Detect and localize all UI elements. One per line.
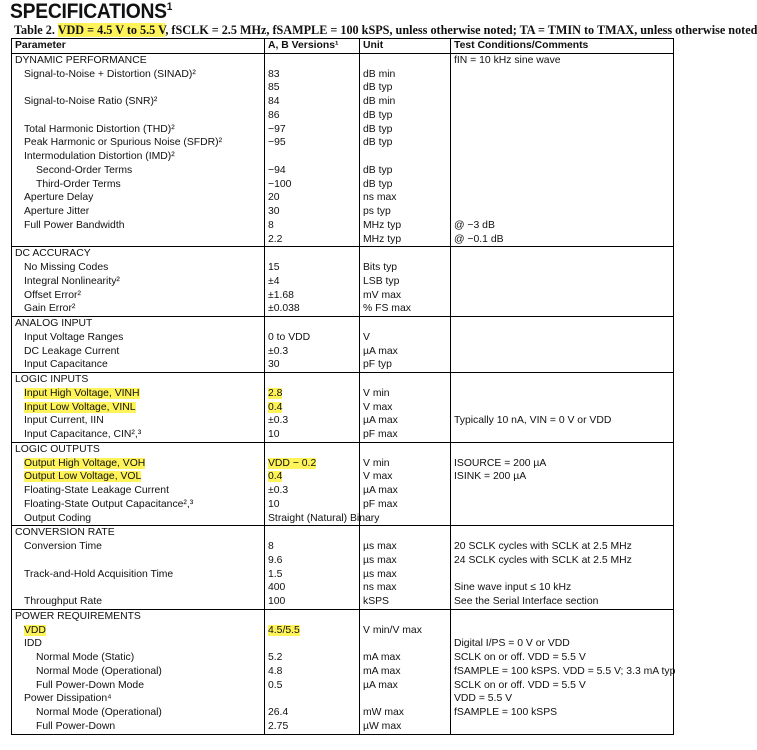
cell-conditions: [451, 442, 674, 456]
table-row: [12, 219, 674, 233]
cell-value: 2.75: [265, 720, 360, 734]
table-row: [12, 720, 674, 734]
table-row: [12, 345, 674, 359]
cell-unit: [360, 526, 451, 540]
cell-parameter: Gain Error²: [24, 303, 76, 315]
cell-parameter: CONVERSION RATE: [12, 526, 265, 540]
table-row: [12, 401, 674, 415]
cell-parameter: Output Coding: [24, 512, 92, 524]
cell-parameter: Output Low Voltage, VOL: [24, 471, 142, 483]
cell-unit: MHz typ: [360, 233, 451, 247]
cell-value: 26.4: [265, 706, 360, 720]
cell-conditions: ISINK = 200 µA: [451, 470, 674, 484]
cell-unit: [360, 692, 451, 706]
cell-value: [265, 637, 360, 651]
cell-value: 9.6: [265, 554, 360, 568]
cell-value: ±0.3: [265, 345, 360, 359]
cell-value: 30: [265, 205, 360, 219]
cell-conditions: [451, 123, 674, 137]
cell-unit: µW max: [360, 720, 451, 734]
cell-parameter: Throughput Rate: [24, 596, 102, 607]
cell-parameter: Offset Error²: [24, 289, 81, 301]
cell-conditions: 20 SCLK cycles with SCLK at 2.5 MHz: [451, 540, 674, 554]
cell-value: ±0.3: [265, 484, 360, 498]
cell-conditions: 24 SCLK cycles with SCLK at 2.5 MHz: [451, 554, 674, 568]
section-row: [12, 373, 674, 387]
cell-parameter: [12, 109, 265, 123]
cell-value: 0.5: [265, 679, 360, 693]
table-row: [12, 331, 674, 345]
cell-conditions: [451, 401, 674, 415]
cell-unit: [360, 442, 451, 456]
table-row: [12, 233, 674, 247]
table-row: [12, 692, 674, 706]
table-row: [12, 109, 674, 123]
cell-unit: [360, 317, 451, 331]
table-row: [12, 651, 674, 665]
cell-conditions: [451, 68, 674, 82]
cell-conditions: Digital I/PS = 0 V or VDD: [451, 637, 674, 651]
cell-unit: MHz typ: [360, 219, 451, 233]
cell-conditions: [451, 568, 674, 582]
cell-value: Straight (Natural) Binary: [265, 512, 360, 526]
cell-conditions: [451, 484, 674, 498]
cell-conditions: [451, 205, 674, 219]
cell-parameter: Signal-to-Noise + Distortion (SINAD)²: [24, 68, 196, 80]
cell-value: 15: [265, 261, 360, 275]
cell-parameter: Total Harmonic Distortion (THD)²: [24, 123, 175, 135]
cell-conditions: [451, 387, 674, 401]
cell-value: [265, 692, 360, 706]
header-parameter: Parameter: [12, 39, 265, 54]
table-row: [12, 540, 674, 554]
cell-value: ±1.68: [265, 289, 360, 303]
cell-parameter: LOGIC OUTPUTS: [12, 442, 265, 456]
cell-unit: [360, 53, 451, 67]
section-row: [12, 317, 674, 331]
cell-parameter: Input Voltage Ranges: [24, 331, 124, 343]
cell-value: 0.4: [265, 470, 360, 484]
cell-unit: V max: [360, 401, 451, 415]
cell-unit: µA max: [360, 345, 451, 359]
table-row: [12, 150, 674, 164]
table-row: [12, 568, 674, 582]
cell-unit: dB typ: [360, 123, 451, 137]
cell-parameter: Input High Voltage, VINH: [24, 387, 140, 399]
cell-value: 8: [265, 219, 360, 233]
table-row: [12, 178, 674, 192]
cell-parameter: Normal Mode (Static): [36, 652, 135, 663]
cell-conditions: See the Serial Interface section: [451, 595, 674, 609]
table-row: [12, 581, 674, 595]
cell-unit: V min: [360, 457, 451, 471]
cell-conditions: [451, 526, 674, 540]
cell-conditions: [451, 373, 674, 387]
cell-value: 400: [265, 581, 360, 595]
cell-conditions: [451, 178, 674, 192]
cell-parameter: Input Current, IIN: [24, 415, 104, 427]
cell-unit: dB min: [360, 95, 451, 109]
cell-parameter: Full Power-Down: [36, 720, 116, 732]
cell-conditions: Typically 10 nA, VIN = 0 V or VDD: [451, 414, 674, 428]
table-row: [12, 275, 674, 289]
cell-unit: V min/V max: [360, 624, 451, 638]
cell-value: ±0.038: [265, 302, 360, 316]
cell-unit: µs max: [360, 568, 451, 582]
cell-value: 85: [265, 81, 360, 95]
cell-parameter: Peak Harmonic or Spurious Noise (SFDR)²: [24, 137, 223, 149]
cell-unit: mV max: [360, 289, 451, 303]
cell-value: [265, 373, 360, 387]
cell-unit: LSB typ: [360, 275, 451, 289]
cell-conditions: SCLK on or off. VDD = 5.5 V: [451, 679, 674, 693]
cell-value: VDD − 0.2: [265, 457, 360, 471]
cell-conditions: [451, 609, 674, 623]
cell-parameter: Input Low Voltage, VINL: [24, 401, 136, 413]
cell-parameter: DC ACCURACY: [12, 247, 265, 261]
cell-value: 0 to VDD: [265, 331, 360, 345]
table-row: [12, 470, 674, 484]
cell-unit: ns max: [360, 191, 451, 205]
table-row: [12, 123, 674, 137]
cell-unit: dB typ: [360, 81, 451, 95]
cell-value: 84: [265, 95, 360, 109]
cell-conditions: fSAMPLE = 100 kSPS. VDD = 5.5 V; 3.3 mA typ: [451, 665, 674, 679]
cell-conditions: [451, 624, 674, 638]
section-row: [12, 53, 674, 67]
section-row: [12, 247, 674, 261]
table-row: [12, 428, 674, 442]
cell-parameter: [12, 233, 265, 247]
cell-value: [265, 442, 360, 456]
cell-unit: µs max: [360, 554, 451, 568]
cell-conditions: [451, 345, 674, 359]
cell-unit: [360, 247, 451, 261]
cell-unit: dB typ: [360, 136, 451, 150]
cell-conditions: [451, 261, 674, 275]
cell-parameter: Aperture Delay: [24, 192, 94, 204]
cell-value: 1.5: [265, 568, 360, 582]
cell-conditions: @ −0.1 dB: [451, 233, 674, 247]
cell-unit: V max: [360, 470, 451, 484]
cell-parameter: Intermodulation Distortion (IMD)²: [24, 151, 175, 162]
table-row: [12, 414, 674, 428]
cell-conditions: ISOURCE = 200 µA: [451, 457, 674, 471]
cell-conditions: [451, 317, 674, 331]
cell-value: 4.8: [265, 665, 360, 679]
cell-unit: [360, 150, 451, 164]
cell-value: 83: [265, 68, 360, 82]
cell-parameter: Normal Mode (Operational): [36, 665, 162, 677]
cell-parameter: Power Dissipation⁴: [24, 693, 112, 705]
cell-parameter: Normal Mode (Operational): [36, 707, 162, 718]
table-row: [12, 387, 674, 401]
cell-unit: kSPS: [360, 595, 451, 609]
cell-unit: [360, 373, 451, 387]
cell-conditions: [451, 498, 674, 512]
cell-parameter: LOGIC INPUTS: [12, 373, 265, 387]
table-row: [12, 512, 674, 526]
table-body: [12, 53, 674, 734]
cell-parameter: Floating-State Leakage Current: [24, 485, 169, 496]
section-row: [12, 526, 674, 540]
table-row: [12, 205, 674, 219]
cell-unit: dB typ: [360, 164, 451, 178]
cell-conditions: [451, 191, 674, 205]
cell-parameter: Aperture Jitter: [24, 206, 90, 217]
cell-parameter: Integral Nonlinearity²: [24, 275, 120, 287]
cell-unit: dB typ: [360, 178, 451, 192]
cell-conditions: [451, 358, 674, 372]
cell-conditions: VDD = 5.5 V: [451, 692, 674, 706]
table-row: [12, 554, 674, 568]
cell-parameter: [12, 581, 265, 595]
cell-conditions: [451, 95, 674, 109]
cell-unit: dB min: [360, 68, 451, 82]
table-row: [12, 595, 674, 609]
page-heading: SPECIFICATIONS$^1$: [10, 0, 173, 23]
cell-value: −94: [265, 164, 360, 178]
cell-unit: ps typ: [360, 205, 451, 219]
section-row: [12, 609, 674, 623]
cell-conditions: [451, 275, 674, 289]
cell-value: [265, 150, 360, 164]
cell-conditions: [451, 81, 674, 95]
cell-conditions: [451, 302, 674, 316]
cell-unit: pF typ: [360, 358, 451, 372]
cell-unit: µA max: [360, 484, 451, 498]
cell-parameter: [12, 81, 265, 95]
cell-parameter: Third-Order Terms: [36, 178, 121, 190]
cell-conditions: [451, 720, 674, 734]
table-row: [12, 191, 674, 205]
cell-value: 30: [265, 358, 360, 372]
cell-conditions: fSAMPLE = 100 kSPS: [451, 706, 674, 720]
cell-value: [265, 317, 360, 331]
table-row: [12, 95, 674, 109]
cell-unit: mW max: [360, 706, 451, 720]
cell-value: −100: [265, 178, 360, 192]
cell-value: −95: [265, 136, 360, 150]
cell-unit: [360, 637, 451, 651]
cell-unit: % FS max: [360, 302, 451, 316]
cell-unit: ns max: [360, 581, 451, 595]
specifications-table: [11, 38, 674, 735]
cell-value: ±0.3: [265, 414, 360, 428]
header-versions: A, B Versions¹: [265, 39, 360, 54]
table-row: [12, 136, 674, 150]
cell-parameter: DC Leakage Current: [24, 345, 120, 357]
table-row: [12, 81, 674, 95]
cell-parameter: ANALOG INPUT: [12, 317, 265, 331]
table-row: [12, 706, 674, 720]
cell-unit: dB typ: [360, 109, 451, 123]
table-row: [12, 358, 674, 372]
cell-value: 4.5/5.5: [265, 624, 360, 638]
table-header-row: [12, 39, 674, 54]
cell-unit: [360, 609, 451, 623]
cell-value: [265, 247, 360, 261]
cell-parameter: IDD: [24, 638, 42, 650]
table-row: [12, 164, 674, 178]
cell-parameter: [12, 554, 265, 568]
cell-unit: V: [360, 331, 451, 345]
table-row: [12, 484, 674, 498]
cell-parameter: Full Power Bandwidth: [24, 219, 125, 231]
table-row: [12, 498, 674, 512]
cell-unit: mA max: [360, 651, 451, 665]
cell-unit: pF max: [360, 428, 451, 442]
cell-parameter: VDD: [24, 624, 46, 636]
header-unit: Unit: [360, 39, 451, 54]
cell-parameter: DYNAMIC PERFORMANCE: [15, 54, 147, 66]
cell-parameter: Conversion Time: [24, 541, 102, 552]
cell-value: 0.4: [265, 401, 360, 415]
cell-unit: µs max: [360, 540, 451, 554]
cell-value: 10: [265, 498, 360, 512]
cell-value: 5.2: [265, 651, 360, 665]
cell-parameter: Floating-State Output Capacitance²,³: [24, 498, 194, 510]
table-row: [12, 68, 674, 82]
table-row: [12, 665, 674, 679]
table-row: [12, 302, 674, 316]
cell-conditions: [451, 109, 674, 123]
cell-parameter: Output High Voltage, VOH: [24, 457, 146, 469]
cell-conditions: fIN = 10 kHz sine wave: [451, 53, 674, 67]
cell-unit: mA max: [360, 665, 451, 679]
cell-conditions: [451, 428, 674, 442]
cell-parameter: Input Capacitance: [24, 359, 108, 371]
cell-conditions: [451, 512, 674, 526]
cell-value: [265, 53, 360, 67]
table-row: [12, 637, 674, 651]
table-row: [12, 261, 674, 275]
cell-parameter: Signal-to-Noise Ratio (SNR)²: [24, 96, 158, 107]
cell-value: 20: [265, 191, 360, 205]
caption-highlight: VDD = 4.5 V to 5.5 V: [57, 23, 166, 37]
cell-parameter: Full Power-Down Mode: [36, 679, 144, 691]
cell-conditions: @ −3 dB: [451, 219, 674, 233]
cell-value: 86: [265, 109, 360, 123]
cell-parameter: Input Capacitance, CIN²,³: [24, 429, 142, 440]
cell-value: 8: [265, 540, 360, 554]
table-row: [12, 457, 674, 471]
section-row: [12, 442, 674, 456]
cell-conditions: [451, 289, 674, 303]
cell-value: [265, 526, 360, 540]
cell-conditions: [451, 331, 674, 345]
table-row: [12, 679, 674, 693]
cell-parameter: POWER REQUIREMENTS: [12, 609, 265, 623]
table-caption: Table 2. VDD = 4.5 V to 5.5 V, fSCLK = 2.5 MHz, fSAMPLE = 100 kSPS, unless otherwise noted; TA = TMIN to TMAX, unless otherwise noted: [14, 23, 757, 37]
cell-value: 2.2: [265, 233, 360, 247]
cell-parameter: Second-Order Terms: [36, 164, 133, 176]
cell-conditions: SCLK on or off. VDD = 5.5 V: [451, 651, 674, 665]
cell-unit: µA max: [360, 679, 451, 693]
cell-value: 2.8: [265, 387, 360, 401]
cell-parameter: Track-and-Hold Acquisition Time: [24, 568, 174, 580]
cell-conditions: [451, 150, 674, 164]
cell-value: ±4: [265, 275, 360, 289]
cell-unit: Bits typ: [360, 261, 451, 275]
cell-conditions: [451, 164, 674, 178]
cell-conditions: Sine wave input ≤ 10 kHz: [451, 581, 674, 595]
header-conditions: Test Conditions/Comments: [451, 39, 674, 54]
cell-conditions: [451, 247, 674, 261]
table-row: [12, 624, 674, 638]
cell-parameter: No Missing Codes: [24, 262, 109, 273]
cell-unit: µA max: [360, 414, 451, 428]
cell-value: −97: [265, 123, 360, 137]
cell-unit: pF max: [360, 498, 451, 512]
cell-value: 100: [265, 595, 360, 609]
cell-value: 10: [265, 428, 360, 442]
cell-conditions: [451, 136, 674, 150]
cell-unit: V min: [360, 387, 451, 401]
cell-value: [265, 609, 360, 623]
table-row: [12, 289, 674, 303]
